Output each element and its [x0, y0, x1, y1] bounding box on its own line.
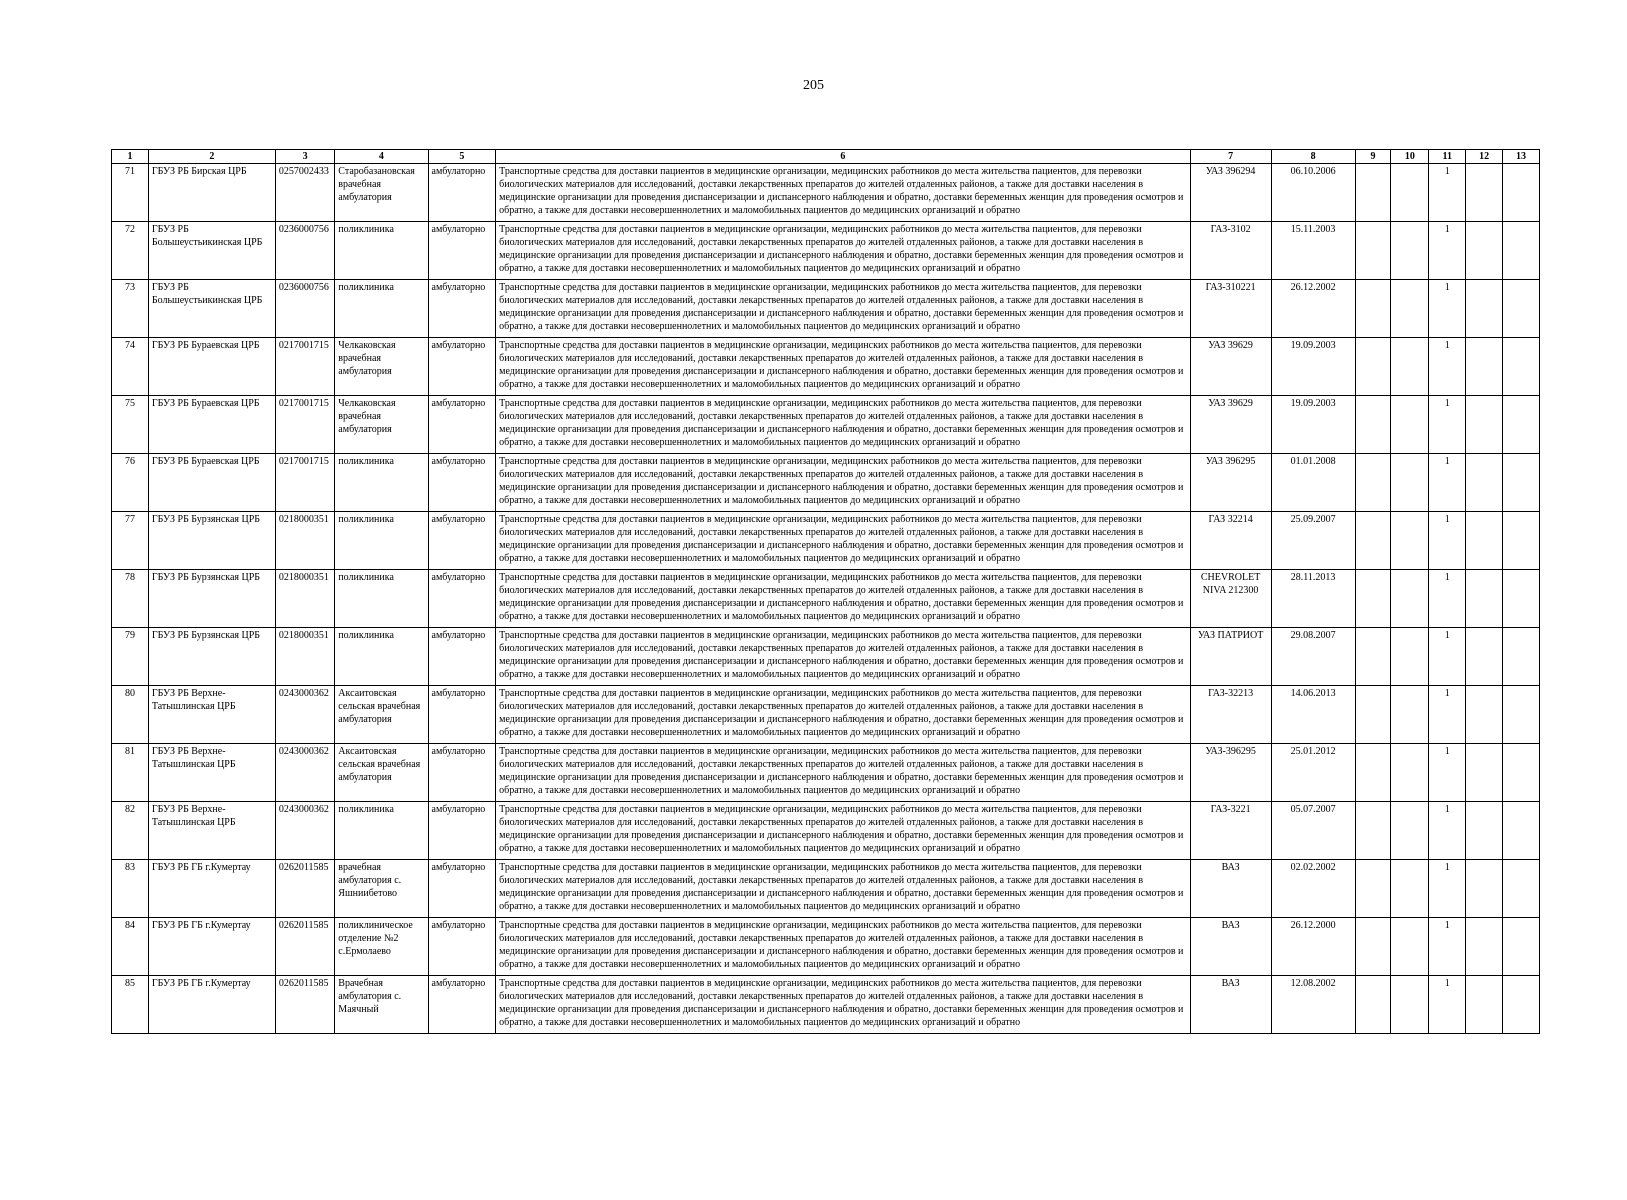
- column-9-cell: [1355, 570, 1391, 628]
- vehicle-purpose-cell: Транспортные средства для доставки пациентов в медицинские организации, медицинских работников до места жительства пациентов, для перевозки биологических материалов для исследований, доставки лекарственных препаратов до жителей отдаленных районов, а также для доставки населения в медицинские организации для проведения диспансеризации и диспансерного наблюдения и обратно, доставки беременных женщин для проведения осмотров и обратно, а также для доставки несовершеннолетних и маломобильных пациентов до медицинских организаций и обратно: [496, 396, 1191, 454]
- column-13-cell: [1503, 164, 1540, 222]
- organization-cell: ГБУЗ РБ Бураевская ЦРБ: [148, 338, 275, 396]
- column-10-cell: [1391, 976, 1429, 1034]
- column-10-cell: [1391, 280, 1429, 338]
- table-row: [112, 396, 1540, 454]
- subdivision-cell: Челкаковская врачебная амбулатория: [335, 396, 428, 454]
- column-10-cell: [1391, 222, 1429, 280]
- column-9-cell: [1355, 280, 1391, 338]
- vehicle-model-cell: УАЗ ПАТРИОТ: [1190, 628, 1271, 686]
- column-9-cell: [1355, 744, 1391, 802]
- column-9-cell: [1355, 628, 1391, 686]
- care-mode-cell: амбулаторно: [428, 918, 496, 976]
- column-number-header-row: [112, 150, 1540, 164]
- vehicle-model-cell: ГАЗ 32214: [1190, 512, 1271, 570]
- row-number-cell: 71: [112, 164, 149, 222]
- column-12-cell: [1466, 802, 1503, 860]
- column-9-cell: [1355, 860, 1391, 918]
- row-number-cell: 78: [112, 570, 149, 628]
- column-13-cell: [1503, 918, 1540, 976]
- inn-cell: 0257002433: [275, 164, 334, 222]
- care-mode-cell: амбулаторно: [428, 396, 496, 454]
- column-9-cell: [1355, 976, 1391, 1034]
- vehicle-count-cell: 1: [1429, 686, 1466, 744]
- organization-cell: ГБУЗ РБ Бурзянская ЦРБ: [148, 628, 275, 686]
- column-13-cell: [1503, 396, 1540, 454]
- column-header-5: 5: [428, 150, 496, 164]
- vehicle-model-cell: УАЗ 396295: [1190, 454, 1271, 512]
- row-number-cell: 80: [112, 686, 149, 744]
- column-10-cell: [1391, 744, 1429, 802]
- column-9-cell: [1355, 454, 1391, 512]
- column-13-cell: [1503, 512, 1540, 570]
- row-number-cell: 81: [112, 744, 149, 802]
- vehicle-date-cell: 15.11.2003: [1271, 222, 1355, 280]
- column-12-cell: [1466, 222, 1503, 280]
- column-header-8: 8: [1271, 150, 1355, 164]
- row-number-cell: 84: [112, 918, 149, 976]
- organization-cell: ГБУЗ РБ Бирская ЦРБ: [148, 164, 275, 222]
- column-10-cell: [1391, 628, 1429, 686]
- column-9-cell: [1355, 222, 1391, 280]
- column-header-7: 7: [1190, 150, 1271, 164]
- subdivision-cell: поликлиника: [335, 280, 428, 338]
- subdivision-cell: Аксаитовская сельская врачебная амбулатория: [335, 686, 428, 744]
- column-header-4: 4: [335, 150, 428, 164]
- vehicle-date-cell: 01.01.2008: [1271, 454, 1355, 512]
- column-10-cell: [1391, 686, 1429, 744]
- vehicle-date-cell: 28.11.2013: [1271, 570, 1355, 628]
- subdivision-cell: поликлиника: [335, 454, 428, 512]
- subdivision-cell: поликлиника: [335, 628, 428, 686]
- table-body: [112, 164, 1540, 1034]
- column-header-1: 1: [112, 150, 149, 164]
- column-10-cell: [1391, 860, 1429, 918]
- vehicle-count-cell: 1: [1429, 628, 1466, 686]
- vehicle-count-cell: 1: [1429, 338, 1466, 396]
- page-number: 205: [803, 78, 824, 93]
- subdivision-cell: Врачебная амбулатория с. Маячный: [335, 976, 428, 1034]
- organization-cell: ГБУЗ РБ ГБ г.Кумертау: [148, 976, 275, 1034]
- organization-cell: ГБУЗ РБ Бураевская ЦРБ: [148, 396, 275, 454]
- row-number-cell: 73: [112, 280, 149, 338]
- vehicle-date-cell: 25.09.2007: [1271, 512, 1355, 570]
- row-number-cell: 75: [112, 396, 149, 454]
- vehicle-purpose-cell: Транспортные средства для доставки пациентов в медицинские организации, медицинских работников до места жительства пациентов, для перевозки биологических материалов для исследований, доставки лекарственных препаратов до жителей отдаленных районов, а также для доставки населения в медицинские организации для проведения диспансеризации и диспансерного наблюдения и обратно, доставки беременных женщин для проведения осмотров и обратно, а также для доставки несовершеннолетних и маломобильных пациентов до медицинских организаций и обратно: [496, 280, 1191, 338]
- column-13-cell: [1503, 570, 1540, 628]
- vehicle-purpose-cell: Транспортные средства для доставки пациентов в медицинские организации, медицинских работников до места жительства пациентов, для перевозки биологических материалов для исследований, доставки лекарственных препаратов до жителей отдаленных районов, а также для доставки населения в медицинские организации для проведения диспансеризации и диспансерного наблюдения и обратно, доставки беременных женщин для проведения осмотров и обратно, а также для доставки несовершеннолетних и маломобильных пациентов до медицинских организаций и обратно: [496, 802, 1191, 860]
- row-number-cell: 79: [112, 628, 149, 686]
- table-row: [112, 744, 1540, 802]
- column-10-cell: [1391, 454, 1429, 512]
- vehicle-count-cell: 1: [1429, 860, 1466, 918]
- table-row: [112, 976, 1540, 1034]
- vehicle-count-cell: 1: [1429, 976, 1466, 1034]
- column-13-cell: [1503, 686, 1540, 744]
- vehicle-purpose-cell: Транспортные средства для доставки пациентов в медицинские организации, медицинских работников до места жительства пациентов, для перевозки биологических материалов для исследований, доставки лекарственных препаратов до жителей отдаленных районов, а также для доставки населения в медицинские организации для проведения диспансеризации и диспансерного наблюдения и обратно, доставки беременных женщин для проведения осмотров и обратно, а также для доставки несовершеннолетних и маломобильных пациентов до медицинских организаций и обратно: [496, 454, 1191, 512]
- table-row: [112, 512, 1540, 570]
- organization-cell: ГБУЗ РБ Бураевская ЦРБ: [148, 454, 275, 512]
- table-row: [112, 628, 1540, 686]
- inn-cell: 0243000362: [275, 686, 334, 744]
- column-12-cell: [1466, 628, 1503, 686]
- vehicle-date-cell: 05.07.2007: [1271, 802, 1355, 860]
- subdivision-cell: поликлиника: [335, 802, 428, 860]
- column-header-13: 13: [1503, 150, 1540, 164]
- vehicle-count-cell: 1: [1429, 802, 1466, 860]
- column-13-cell: [1503, 744, 1540, 802]
- table-row: [112, 860, 1540, 918]
- vehicle-purpose-cell: Транспортные средства для доставки пациентов в медицинские организации, медицинских работников до места жительства пациентов, для перевозки биологических материалов для исследований, доставки лекарственных препаратов до жителей отдаленных районов, а также для доставки населения в медицинские организации для проведения диспансеризации и диспансерного наблюдения и обратно, доставки беременных женщин для проведения осмотров и обратно, а также для доставки несовершеннолетних и маломобильных пациентов до медицинских организаций и обратно: [496, 628, 1191, 686]
- column-9-cell: [1355, 512, 1391, 570]
- vehicle-purpose-cell: Транспортные средства для доставки пациентов в медицинские организации, медицинских работников до места жительства пациентов, для перевозки биологических материалов для исследований, доставки лекарственных препаратов до жителей отдаленных районов, а также для доставки населения в медицинские организации для проведения диспансеризации и диспансерного наблюдения и обратно, доставки беременных женщин для проведения осмотров и обратно, а также для доставки несовершеннолетних и маломобильных пациентов до медицинских организаций и обратно: [496, 222, 1191, 280]
- organization-cell: ГБУЗ РБ ГБ г.Кумертау: [148, 918, 275, 976]
- vehicle-date-cell: 19.09.2003: [1271, 396, 1355, 454]
- subdivision-cell: Аксаитовская сельская врачебная амбулатория: [335, 744, 428, 802]
- subdivision-cell: Старобазановская врачебная амбулатория: [335, 164, 428, 222]
- vehicle-purpose-cell: Транспортные средства для доставки пациентов в медицинские организации, медицинских работников до места жительства пациентов, для перевозки биологических материалов для исследований, доставки лекарственных препаратов до жителей отдаленных районов, а также для доставки населения в медицинские организации для проведения диспансеризации и диспансерного наблюдения и обратно, доставки беременных женщин для проведения осмотров и обратно, а также для доставки несовершеннолетних и маломобильных пациентов до медицинских организаций и обратно: [496, 744, 1191, 802]
- row-number-cell: 74: [112, 338, 149, 396]
- table-row: [112, 570, 1540, 628]
- inn-cell: 0236000756: [275, 280, 334, 338]
- care-mode-cell: амбулаторно: [428, 512, 496, 570]
- vehicle-count-cell: 1: [1429, 280, 1466, 338]
- care-mode-cell: амбулаторно: [428, 802, 496, 860]
- column-header-12: 12: [1466, 150, 1503, 164]
- column-header-9: 9: [1355, 150, 1391, 164]
- table-row: [112, 686, 1540, 744]
- care-mode-cell: амбулаторно: [428, 686, 496, 744]
- vehicle-purpose-cell: Транспортные средства для доставки пациентов в медицинские организации, медицинских работников до места жительства пациентов, для перевозки биологических материалов для исследований, доставки лекарственных препаратов до жителей отдаленных районов, а также для доставки населения в медицинские организации для проведения диспансеризации и диспансерного наблюдения и обратно, доставки беременных женщин для проведения осмотров и обратно, а также для доставки несовершеннолетних и маломобильных пациентов до медицинских организаций и обратно: [496, 338, 1191, 396]
- vehicle-date-cell: 26.12.2002: [1271, 280, 1355, 338]
- vehicle-purpose-cell: Транспортные средства для доставки пациентов в медицинские организации, медицинских работников до места жительства пациентов, для перевозки биологических материалов для исследований, доставки лекарственных препаратов до жителей отдаленных районов, а также для доставки населения в медицинские организации для проведения диспансеризации и диспансерного наблюдения и обратно, доставки беременных женщин для проведения осмотров и обратно, а также для доставки несовершеннолетних и маломобильных пациентов до медицинских организаций и обратно: [496, 512, 1191, 570]
- column-13-cell: [1503, 454, 1540, 512]
- column-13-cell: [1503, 628, 1540, 686]
- vehicle-count-cell: 1: [1429, 512, 1466, 570]
- column-10-cell: [1391, 570, 1429, 628]
- vehicle-purpose-cell: Транспортные средства для доставки пациентов в медицинские организации, медицинских работников до места жительства пациентов, для перевозки биологических материалов для исследований, доставки лекарственных препаратов до жителей отдаленных районов, а также для доставки населения в медицинские организации для проведения диспансеризации и диспансерного наблюдения и обратно, доставки беременных женщин для проведения осмотров и обратно, а также для доставки несовершеннолетних и маломобильных пациентов до медицинских организаций и обратно: [496, 164, 1191, 222]
- column-12-cell: [1466, 976, 1503, 1034]
- vehicle-count-cell: 1: [1429, 396, 1466, 454]
- table-row: [112, 338, 1540, 396]
- table-row: [112, 802, 1540, 860]
- vehicle-model-cell: ГАЗ-3102: [1190, 222, 1271, 280]
- table-row: [112, 164, 1540, 222]
- organization-cell: ГБУЗ РБ ГБ г.Кумертау: [148, 860, 275, 918]
- care-mode-cell: амбулаторно: [428, 976, 496, 1034]
- column-12-cell: [1466, 918, 1503, 976]
- inn-cell: 0243000362: [275, 744, 334, 802]
- column-12-cell: [1466, 686, 1503, 744]
- column-10-cell: [1391, 338, 1429, 396]
- vehicle-model-cell: УАЗ-396295: [1190, 744, 1271, 802]
- column-12-cell: [1466, 860, 1503, 918]
- row-number-cell: 83: [112, 860, 149, 918]
- column-13-cell: [1503, 860, 1540, 918]
- vehicle-model-cell: CHEVROLET NIVA 212300: [1190, 570, 1271, 628]
- inn-cell: 0262011585: [275, 860, 334, 918]
- column-12-cell: [1466, 164, 1503, 222]
- column-header-3: 3: [275, 150, 334, 164]
- column-12-cell: [1466, 744, 1503, 802]
- row-number-cell: 85: [112, 976, 149, 1034]
- care-mode-cell: амбулаторно: [428, 280, 496, 338]
- organization-cell: ГБУЗ РБ Большеустьикинская ЦРБ: [148, 280, 275, 338]
- row-number-cell: 82: [112, 802, 149, 860]
- vehicle-date-cell: 29.08.2007: [1271, 628, 1355, 686]
- table-row: [112, 918, 1540, 976]
- vehicle-date-cell: 26.12.2000: [1271, 918, 1355, 976]
- column-12-cell: [1466, 454, 1503, 512]
- vehicle-date-cell: 14.06.2013: [1271, 686, 1355, 744]
- care-mode-cell: амбулаторно: [428, 454, 496, 512]
- subdivision-cell: поликлиническое отделение №2 с.Ермолаево: [335, 918, 428, 976]
- care-mode-cell: амбулаторно: [428, 628, 496, 686]
- column-10-cell: [1391, 802, 1429, 860]
- inn-cell: 0217001715: [275, 454, 334, 512]
- inn-cell: 0218000351: [275, 628, 334, 686]
- care-mode-cell: амбулаторно: [428, 744, 496, 802]
- subdivision-cell: поликлиника: [335, 512, 428, 570]
- column-9-cell: [1355, 164, 1391, 222]
- column-13-cell: [1503, 976, 1540, 1034]
- subdivision-cell: поликлиника: [335, 570, 428, 628]
- column-9-cell: [1355, 338, 1391, 396]
- care-mode-cell: амбулаторно: [428, 338, 496, 396]
- column-header-10: 10: [1391, 150, 1429, 164]
- vehicle-model-cell: УАЗ 39629: [1190, 338, 1271, 396]
- column-13-cell: [1503, 222, 1540, 280]
- column-9-cell: [1355, 918, 1391, 976]
- row-number-cell: 77: [112, 512, 149, 570]
- vehicle-date-cell: 06.10.2006: [1271, 164, 1355, 222]
- care-mode-cell: амбулаторно: [428, 164, 496, 222]
- inn-cell: 0217001715: [275, 396, 334, 454]
- vehicle-model-cell: ГАЗ-32213: [1190, 686, 1271, 744]
- column-13-cell: [1503, 280, 1540, 338]
- vehicle-count-cell: 1: [1429, 744, 1466, 802]
- vehicle-model-cell: ВАЗ: [1190, 976, 1271, 1034]
- column-9-cell: [1355, 686, 1391, 744]
- inn-cell: 0262011585: [275, 976, 334, 1034]
- vehicle-model-cell: ГАЗ-310221: [1190, 280, 1271, 338]
- organization-cell: ГБУЗ РБ Бурзянская ЦРБ: [148, 570, 275, 628]
- vehicle-date-cell: 02.02.2002: [1271, 860, 1355, 918]
- row-number-cell: 76: [112, 454, 149, 512]
- vehicle-count-cell: 1: [1429, 164, 1466, 222]
- column-12-cell: [1466, 512, 1503, 570]
- subdivision-cell: Челкаковская врачебная амбулатория: [335, 338, 428, 396]
- organization-cell: ГБУЗ РБ Верхне-Татышлинская ЦРБ: [148, 686, 275, 744]
- column-9-cell: [1355, 396, 1391, 454]
- vehicle-count-cell: 1: [1429, 454, 1466, 512]
- column-header-6: 6: [496, 150, 1191, 164]
- column-header-2: 2: [148, 150, 275, 164]
- column-10-cell: [1391, 396, 1429, 454]
- vehicle-model-cell: УАЗ 396294: [1190, 164, 1271, 222]
- column-12-cell: [1466, 280, 1503, 338]
- inn-cell: 0236000756: [275, 222, 334, 280]
- column-10-cell: [1391, 918, 1429, 976]
- vehicle-count-cell: 1: [1429, 918, 1466, 976]
- vehicle-purpose-cell: Транспортные средства для доставки пациентов в медицинские организации, медицинских работников до места жительства пациентов, для перевозки биологических материалов для исследований, доставки лекарственных препаратов до жителей отдаленных районов, а также для доставки населения в медицинские организации для проведения диспансеризации и диспансерного наблюдения и обратно, доставки беременных женщин для проведения осмотров и обратно, а также для доставки несовершеннолетних и маломобильных пациентов до медицинских организаций и обратно: [496, 570, 1191, 628]
- column-12-cell: [1466, 338, 1503, 396]
- vehicle-purpose-cell: Транспортные средства для доставки пациентов в медицинские организации, медицинских работников до места жительства пациентов, для перевозки биологических материалов для исследований, доставки лекарственных препаратов до жителей отдаленных районов, а также для доставки населения в медицинские организации для проведения диспансеризации и диспансерного наблюдения и обратно, доставки беременных женщин для проведения осмотров и обратно, а также для доставки несовершеннолетних и маломобильных пациентов до медицинских организаций и обратно: [496, 976, 1191, 1034]
- column-13-cell: [1503, 338, 1540, 396]
- subdivision-cell: поликлиника: [335, 222, 428, 280]
- vehicle-purpose-cell: Транспортные средства для доставки пациентов в медицинские организации, медицинских работников до места жительства пациентов, для перевозки биологических материалов для исследований, доставки лекарственных препаратов до жителей отдаленных районов, а также для доставки населения в медицинские организации для проведения диспансеризации и диспансерного наблюдения и обратно, доставки беременных женщин для проведения осмотров и обратно, а также для доставки несовершеннолетних и маломобильных пациентов до медицинских организаций и обратно: [496, 686, 1191, 744]
- inn-cell: 0217001715: [275, 338, 334, 396]
- column-10-cell: [1391, 512, 1429, 570]
- vehicle-registry-table: [111, 149, 1540, 1034]
- vehicle-model-cell: УАЗ 39629: [1190, 396, 1271, 454]
- organization-cell: ГБУЗ РБ Верхне-Татышлинская ЦРБ: [148, 802, 275, 860]
- vehicle-date-cell: 25.01.2012: [1271, 744, 1355, 802]
- vehicle-count-cell: 1: [1429, 570, 1466, 628]
- vehicle-model-cell: ВАЗ: [1190, 860, 1271, 918]
- inn-cell: 0262011585: [275, 918, 334, 976]
- column-9-cell: [1355, 802, 1391, 860]
- vehicle-purpose-cell: Транспортные средства для доставки пациентов в медицинские организации, медицинских работников до места жительства пациентов, для перевозки биологических материалов для исследований, доставки лекарственных препаратов до жителей отдаленных районов, а также для доставки населения в медицинские организации для проведения диспансеризации и диспансерного наблюдения и обратно, доставки беременных женщин для проведения осмотров и обратно, а также для доставки несовершеннолетних и маломобильных пациентов до медицинских организаций и обратно: [496, 918, 1191, 976]
- vehicle-purpose-cell: Транспортные средства для доставки пациентов в медицинские организации, медицинских работников до места жительства пациентов, для перевозки биологических материалов для исследований, доставки лекарственных препаратов до жителей отдаленных районов, а также для доставки населения в медицинские организации для проведения диспансеризации и диспансерного наблюдения и обратно, доставки беременных женщин для проведения осмотров и обратно, а также для доставки несовершеннолетних и маломобильных пациентов до медицинских организаций и обратно: [496, 860, 1191, 918]
- table-row: [112, 454, 1540, 512]
- subdivision-cell: врачебная амбулатория с. Яшниибетово: [335, 860, 428, 918]
- column-10-cell: [1391, 164, 1429, 222]
- care-mode-cell: амбулаторно: [428, 222, 496, 280]
- inn-cell: 0243000362: [275, 802, 334, 860]
- inn-cell: 0218000351: [275, 512, 334, 570]
- table-row: [112, 222, 1540, 280]
- vehicle-count-cell: 1: [1429, 222, 1466, 280]
- table-row: [112, 280, 1540, 338]
- organization-cell: ГБУЗ РБ Большеустьикинская ЦРБ: [148, 222, 275, 280]
- organization-cell: ГБУЗ РБ Бурзянская ЦРБ: [148, 512, 275, 570]
- organization-cell: ГБУЗ РБ Верхне-Татышлинская ЦРБ: [148, 744, 275, 802]
- column-12-cell: [1466, 570, 1503, 628]
- inn-cell: 0218000351: [275, 570, 334, 628]
- care-mode-cell: амбулаторно: [428, 570, 496, 628]
- care-mode-cell: амбулаторно: [428, 860, 496, 918]
- row-number-cell: 72: [112, 222, 149, 280]
- vehicle-model-cell: ВАЗ: [1190, 918, 1271, 976]
- vehicle-date-cell: 19.09.2003: [1271, 338, 1355, 396]
- column-12-cell: [1466, 396, 1503, 454]
- column-header-11: 11: [1429, 150, 1466, 164]
- vehicle-model-cell: ГАЗ-3221: [1190, 802, 1271, 860]
- column-13-cell: [1503, 802, 1540, 860]
- vehicle-date-cell: 12.08.2002: [1271, 976, 1355, 1034]
